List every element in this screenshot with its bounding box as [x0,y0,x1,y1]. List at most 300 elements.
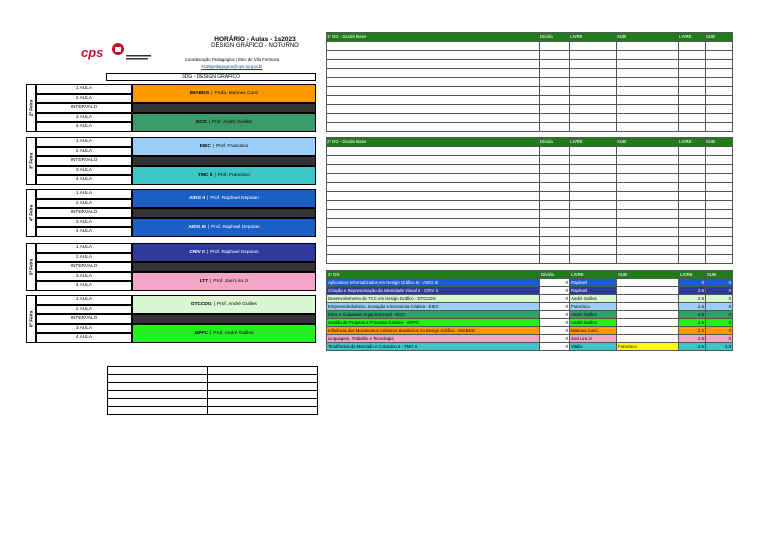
grid-cell[interactable] [327,69,540,78]
class-band[interactable] [132,113,316,132]
grid-cell[interactable] [617,96,679,105]
class-teacher: Prof. André Guilles [216,302,257,307]
grid-cell[interactable] [706,210,733,219]
day-label [26,243,36,291]
summary-cell[interactable]: Desenvolvimento de TCC em Design Gráfico - DTCCDG [327,295,540,303]
grid-cell[interactable] [679,51,706,60]
summary-cell[interactable]: 0 [706,335,733,343]
class-band[interactable] [132,243,316,262]
notes-row [108,399,318,407]
grid-cell[interactable] [570,96,617,105]
grid-cell[interactable] [540,51,570,60]
grid-cell[interactable] [679,219,706,228]
grid-cell[interactable] [706,114,733,123]
grid-header-cell: Dívida [540,33,570,42]
class-teacher: Prof. Raphael Depoian [211,224,260,230]
grid-cell[interactable] [570,255,617,264]
grid-cell[interactable] [540,60,570,69]
grid-row [327,51,733,60]
grid-cell[interactable] [327,174,540,183]
grid-cell[interactable] [679,42,706,51]
grid-cell[interactable] [617,69,679,78]
slot-label: 1 AULA [36,84,132,94]
grid-cell[interactable] [570,210,617,219]
email-link[interactable]: e185pedagogica@cps.sp.gov.br [201,64,263,69]
grid-row [327,210,733,219]
grid-header-cell: 1º DG - Grade Base [327,33,540,42]
summary-row [327,319,733,327]
grid-cell[interactable] [679,174,706,183]
grid-cell[interactable] [540,123,570,132]
slot-label: 4 AULA [36,227,132,237]
summary-cell[interactable]: 0 [706,279,733,287]
grid-cell[interactable] [706,87,733,96]
class-code: DTCCDG [191,302,212,307]
grid-cell[interactable] [327,51,540,60]
summary-cell[interactable]: 5 [679,279,706,287]
grid-cell[interactable] [540,156,570,165]
grid-cell[interactable] [679,78,706,87]
grid-cell[interactable] [327,147,540,156]
page-subtitle: DESIGN GRÁFICO - NOTURNO [211,43,299,49]
grid-cell[interactable] [540,165,570,174]
grid-cell[interactable] [540,174,570,183]
summary-cell[interactable]: 0 [706,287,733,295]
grid-cell[interactable] [327,201,540,210]
summary-cell[interactable]: 0 [540,279,570,287]
summary-cell[interactable]: 2.5 [679,327,706,335]
slot-label: 1 AULA [36,243,132,253]
grid-cell[interactable] [327,87,540,96]
summary-cell[interactable]: 0 [540,327,570,335]
summary-cell[interactable] [617,327,679,335]
grid-cell[interactable] [327,78,540,87]
grid-cell[interactable] [327,228,540,237]
grid-cell[interactable] [617,60,679,69]
slot-label: 1 AULA [36,295,132,305]
grid-cell[interactable] [570,201,617,210]
summary-cell[interactable]: 0 [706,303,733,311]
notes-cell[interactable] [108,375,208,383]
summary-cell[interactable]: Aplicativos Informatizados em Design Gráfico III - AIDG III [327,279,540,287]
notes-cell[interactable] [208,383,318,391]
summary-cell[interactable]: Ética e Cidadania Organizacional - ECO [327,311,540,319]
summary-cell[interactable]: 2.5 [706,343,733,351]
summary-row [327,327,733,335]
notes-cell[interactable] [108,367,208,375]
summary-row [327,335,733,343]
grid-cell[interactable] [706,156,733,165]
summary-cell[interactable]: Tendências de Mercado e Consumo II - TMC II [327,343,540,351]
grid-cell[interactable] [706,105,733,114]
class-code: ECO [196,119,207,125]
summary-cell[interactable]: 0 [706,311,733,319]
class-code: IMABDG [189,91,210,96]
grid-cell[interactable] [540,255,570,264]
grid-cell[interactable] [327,123,540,132]
notes-cell[interactable] [108,383,208,391]
notes-cell[interactable] [108,407,208,415]
grid-cell[interactable] [570,114,617,123]
grid-header-cell: LIVRE [679,33,706,42]
grid-cell[interactable] [679,114,706,123]
class-separator: | [212,144,215,149]
grid-cell[interactable] [570,87,617,96]
class-code: CRIV II [189,250,205,255]
summary-header-cell: Dívida [540,271,570,279]
grid-cell[interactable] [617,201,679,210]
svg-text:cps: cps [81,45,104,60]
grid-table-2dg [326,137,733,264]
grid-cell[interactable] [617,51,679,60]
grid-row [327,174,733,183]
grid-cell[interactable] [570,165,617,174]
grid-header-cell: Dívida [540,138,570,147]
grid-cell[interactable] [570,237,617,246]
summary-cell[interactable]: Criação e Representação da Identidade Visual II - CRIV II [327,287,540,295]
slot-label: 3 AULA [36,113,132,123]
summary-cell[interactable]: Empreendedorismo, Inovação e Economia Criativa - EIEC [327,303,540,311]
grid-cell[interactable] [706,96,733,105]
grid-cell[interactable] [570,183,617,192]
grid-cell[interactable] [679,69,706,78]
grid-header-cell: SUB [617,33,679,42]
grid-cell[interactable] [570,42,617,51]
grid-cell[interactable] [706,228,733,237]
summary-cell[interactable]: 2.5 [679,311,706,319]
grid-cell[interactable] [327,105,540,114]
grid-cell[interactable] [679,105,706,114]
class-separator: | [213,302,215,307]
grid-cell[interactable] [327,165,540,174]
grid-cell[interactable] [570,69,617,78]
summary-cell[interactable] [617,311,679,319]
class-separator: | [214,172,216,178]
summary-row [327,287,733,295]
grid-cell[interactable] [617,156,679,165]
grid-cell[interactable] [570,228,617,237]
summary-cell[interactable]: Joel Lira Jr [570,335,617,343]
summary-cell[interactable]: 0 [540,295,570,303]
day-block [26,137,316,185]
summary-cell[interactable]: Linguagem, Trabalho e Tecnologia [327,335,540,343]
notes-row [108,407,318,415]
grid-cell[interactable] [706,123,733,132]
summary-cell[interactable]: 2.5 [679,319,706,327]
class-band[interactable] [132,218,316,237]
notes-row [108,367,318,375]
grid-cell[interactable] [540,96,570,105]
summary-cell[interactable]: 2.5 [679,335,706,343]
grid-cell[interactable] [617,255,679,264]
summary-cell[interactable]: 0 [706,327,733,335]
summary-cell[interactable]: 2.5 [679,343,706,351]
slot-label: 2 AULA [36,305,132,315]
summary-cell[interactable]: 2.5 [679,295,706,303]
grid-cell[interactable] [327,237,540,246]
grid-cell[interactable] [327,114,540,123]
grid-cell[interactable] [540,192,570,201]
grid-cell[interactable] [679,228,706,237]
summary-row [327,343,733,351]
grid-cell[interactable] [570,174,617,183]
notes-cell[interactable] [208,407,318,415]
page-title: HORÁRIO - Aulas - 1s2023 [214,36,296,43]
class-band[interactable] [132,166,316,185]
summary-cell[interactable] [617,319,679,327]
grid-cell[interactable] [617,237,679,246]
day-label [26,295,36,343]
grid-cell[interactable] [540,147,570,156]
grid-row [327,255,733,264]
class-teacher: Prof. André Guilles [213,330,254,336]
grid-cell[interactable] [679,123,706,132]
grid-cell[interactable] [706,165,733,174]
grid-row [327,69,733,78]
day-block [26,243,316,291]
grid-cell[interactable] [570,105,617,114]
grid-cell[interactable] [540,210,570,219]
notes-cell[interactable] [208,391,318,399]
summary-cell[interactable]: 0 [540,311,570,319]
grid-cell[interactable] [679,183,706,192]
grid-cell[interactable] [706,147,733,156]
grid-cell[interactable] [706,201,733,210]
grid-cell[interactable] [706,183,733,192]
summary-cell[interactable]: 2.5 [679,287,706,295]
summary-header-cell: SUB [617,271,679,279]
grid-cell[interactable] [706,219,733,228]
summary-cell[interactable]: 0 [540,335,570,343]
grid-cell[interactable] [540,237,570,246]
grid-cell[interactable] [540,201,570,210]
grid-cell[interactable] [679,156,706,165]
grid-cell[interactable] [540,183,570,192]
class-code: GPPC [194,330,209,336]
grid-cell[interactable] [327,60,540,69]
notes-row [108,383,318,391]
summary-cell[interactable]: 0 [540,287,570,295]
grid-cell[interactable] [679,60,706,69]
summary-cell[interactable]: 0 [706,295,733,303]
day-block [26,189,316,237]
grid-cell[interactable] [617,78,679,87]
interval-gap [132,156,316,166]
grid-cell[interactable] [540,78,570,87]
grid-cell[interactable] [706,51,733,60]
grid-cell[interactable] [327,96,540,105]
summary-cell[interactable]: 0 [540,303,570,311]
grid-cell[interactable] [570,219,617,228]
grid-cell[interactable] [540,42,570,51]
summary-cell[interactable]: André Guilles [570,295,617,303]
slot-label: INTERVALO [36,103,132,113]
grid-cell[interactable] [570,60,617,69]
grid-cell[interactable] [706,60,733,69]
grid-cell[interactable] [540,105,570,114]
summary-cell[interactable] [617,335,679,343]
grid-cell[interactable] [540,246,570,255]
grid-cell[interactable] [617,114,679,123]
class-band[interactable] [132,189,316,208]
grid-cell[interactable] [570,147,617,156]
day-label-text: 4ª Feira [28,204,34,221]
grid-cell[interactable] [706,192,733,201]
grid-cell[interactable] [706,246,733,255]
grid-cell[interactable] [327,156,540,165]
grid-cell[interactable] [679,87,706,96]
summary-cell[interactable]: André Guilles [570,311,617,319]
interval-gap [132,262,316,272]
grid-cell[interactable] [679,237,706,246]
grid-cell[interactable] [540,114,570,123]
summary-cell[interactable]: Gestão de Projetos e Processo Criativo - GPPC [327,319,540,327]
notes-cell[interactable] [208,399,318,407]
grid-cell[interactable] [679,246,706,255]
grid-cell[interactable] [570,156,617,165]
summary-cell[interactable]: 0 [540,343,570,351]
grid-cell[interactable] [679,192,706,201]
grid-row [327,60,733,69]
grid-cell[interactable] [706,69,733,78]
summary-cell[interactable] [617,279,679,287]
grid-cell[interactable] [327,183,540,192]
grid-cell[interactable] [540,219,570,228]
grid-cell[interactable] [327,42,540,51]
summary-cell[interactable]: 0 [706,319,733,327]
grid-cell[interactable] [679,165,706,174]
summary-header-cell: 3º DG [327,271,540,279]
notes-cell[interactable] [208,375,318,383]
summary-cell[interactable]: Raphael [570,287,617,295]
summary-cell[interactable]: André Guilles [570,319,617,327]
grid-cell[interactable] [706,255,733,264]
grid-cell[interactable] [617,246,679,255]
grid-header-cell: LIVRE [570,138,617,147]
grid-cell[interactable] [540,69,570,78]
grid-cell[interactable] [617,123,679,132]
grid-cell[interactable] [540,228,570,237]
grid-cell[interactable] [327,246,540,255]
grid-cell[interactable] [679,255,706,264]
grid-cell[interactable] [706,174,733,183]
class-separator: | [207,224,210,230]
summary-cell[interactable]: Francisco [570,303,617,311]
grid-cell[interactable] [679,96,706,105]
grid-row [327,165,733,174]
grid-cell[interactable] [679,210,706,219]
class-band[interactable] [132,324,316,343]
grid-row [327,228,733,237]
grid-row [327,114,733,123]
grid-header-cell: LIVRE [679,138,706,147]
summary-cell[interactable]: Vitalis [570,343,617,351]
class-band[interactable] [132,295,316,314]
slot-label: 4 AULA [36,281,132,291]
class-separator: | [210,278,212,284]
class-band[interactable] [132,137,316,156]
grid-cell[interactable] [570,192,617,201]
grid-header-cell: LIVRE [570,33,617,42]
day-block [26,84,316,132]
grid-header-cell: SUB [617,138,679,147]
slot-label: 1 AULA [36,137,132,147]
grid-cell[interactable] [706,237,733,246]
class-code: AIDG II [189,196,206,201]
coordination-text: Coordenação Pedagógica | Etec de Vila Formosa [184,57,280,62]
grid-cell[interactable] [617,174,679,183]
summary-cell[interactable]: 0 [540,319,570,327]
grid-cell[interactable] [570,123,617,132]
grid-cell[interactable] [327,219,540,228]
grid-cell[interactable] [617,210,679,219]
summary-cell[interactable] [617,295,679,303]
class-teacher: Prof. Joel Lira Jr [213,278,249,284]
grid-cell[interactable] [540,87,570,96]
slot-label: 4 AULA [36,175,132,185]
notes-row [108,391,318,399]
grid-cell[interactable] [706,42,733,51]
grid-cell[interactable] [327,192,540,201]
grid-cell[interactable] [570,246,617,255]
class-band[interactable] [132,84,316,103]
grid-row [327,96,733,105]
class-separator: | [207,196,209,201]
grid-cell[interactable] [570,78,617,87]
summary-cell[interactable]: Influência dos Movimentos Artísticos Brasileiros no Design Gráfico - IMABDG [327,327,540,335]
grid-cell[interactable] [617,87,679,96]
summary-cell[interactable]: Marinex Curci [570,327,617,335]
grid-header-cell: SUB [706,138,733,147]
summary-cell[interactable] [617,287,679,295]
class-band[interactable] [132,272,316,291]
grid-cell[interactable] [617,192,679,201]
grid-cell[interactable] [617,228,679,237]
notes-cell[interactable] [108,391,208,399]
grid-cell[interactable] [617,105,679,114]
summary-cell[interactable]: 2.5 [679,303,706,311]
interval-gap [132,208,316,218]
summary-cell[interactable]: Raphael [570,279,617,287]
grid-cell[interactable] [679,147,706,156]
grid-cell[interactable] [327,210,540,219]
slot-label: 3 AULA [36,272,132,282]
notes-cell[interactable] [108,399,208,407]
grid-cell[interactable] [617,42,679,51]
grid-cell[interactable] [570,51,617,60]
grid-cell[interactable] [617,183,679,192]
summary-cell[interactable] [617,303,679,311]
grid-cell[interactable] [617,165,679,174]
grid-cell[interactable] [679,201,706,210]
notes-row [108,375,318,383]
grid-row [327,156,733,165]
summary-cell[interactable]: Francisco [617,343,679,351]
class-separator: | [210,330,212,336]
grid-table-1dg [326,32,733,132]
grid-cell[interactable] [706,78,733,87]
grid-row [327,183,733,192]
grid-cell[interactable] [617,147,679,156]
slot-label: 2 AULA [36,199,132,209]
grid-cell[interactable] [617,219,679,228]
slot-label: 4 AULA [36,333,132,343]
interval-gap [132,103,316,113]
grid-cell[interactable] [327,255,540,264]
summary-row [327,311,733,319]
notes-cell[interactable] [208,367,318,375]
grid-row [327,246,733,255]
